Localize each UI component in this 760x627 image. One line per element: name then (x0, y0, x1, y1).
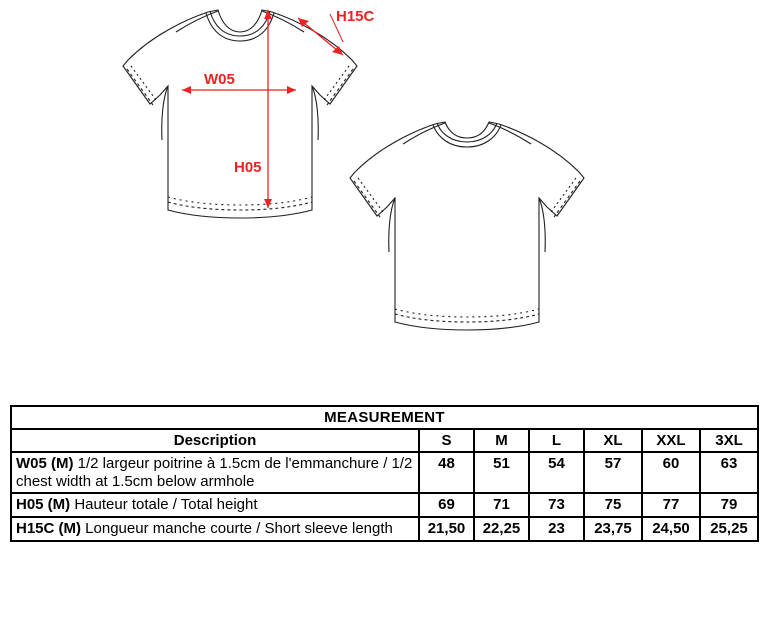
value-h15c-l: 23 (529, 517, 584, 541)
value-h05-s: 69 (419, 493, 474, 517)
measurement-code-h05: H05 (M) (16, 496, 71, 514)
value-w05-3xl: 63 (700, 452, 758, 493)
value-h05-l: 73 (529, 493, 584, 517)
measurement-annotations (182, 10, 343, 208)
table-row (11, 452, 758, 493)
value-h05-m: 71 (474, 493, 529, 517)
size-header-m: M (474, 429, 529, 452)
measurement-text-w05: 1/2 largeur poitrine à 1.5cm de l'emmanchure / 1/2 chest width at 1.5cm below armhole (16, 455, 413, 490)
value-w05-l: 54 (529, 452, 584, 493)
measurement-code-h15c: H15C (M) (16, 520, 82, 538)
row-description-h05 (11, 493, 419, 517)
value-w05-xxl: 60 (642, 452, 700, 493)
size-header-xl: XL (584, 429, 642, 452)
row-description-h15c (11, 517, 419, 541)
callout-label-h05: H05 (234, 159, 262, 176)
table-title: MEASUREMENT (11, 406, 758, 429)
table-title-row (11, 406, 758, 429)
value-h15c-3xl: 25,25 (700, 517, 758, 541)
description-header: Description (11, 429, 419, 452)
front-tshirt-view (123, 10, 357, 218)
value-w05-s: 48 (419, 452, 474, 493)
size-header-xxl: XXL (642, 429, 700, 452)
measurement-text-h05: Hauteur totale / Total height (70, 496, 258, 514)
value-w05-xl: 57 (584, 452, 642, 493)
row-description-w05 (11, 452, 419, 493)
table-header-row (11, 429, 758, 452)
table-row (11, 517, 758, 541)
value-h05-xl: 75 (584, 493, 642, 517)
size-header-l: L (529, 429, 584, 452)
size-header-3xl: 3XL (700, 429, 758, 452)
value-h05-3xl: 79 (700, 493, 758, 517)
size-header-s: S (419, 429, 474, 452)
measurement-table (10, 405, 759, 542)
table-row (11, 493, 758, 517)
value-h15c-s: 21,50 (419, 517, 474, 541)
value-h15c-m: 22,25 (474, 517, 529, 541)
callout-label-w05: W05 (204, 71, 235, 88)
value-h15c-xxl: 24,50 (642, 517, 700, 541)
value-w05-m: 51 (474, 452, 529, 493)
value-h15c-xl: 23,75 (584, 517, 642, 541)
value-h05-xxl: 77 (642, 493, 700, 517)
callout-label-h15c: H15C (336, 8, 375, 25)
measurement-code-w05: W05 (M) (16, 455, 74, 472)
measurement-text-h15c: Longueur manche courte / Short sleeve length (81, 520, 393, 538)
back-tshirt-view (350, 122, 584, 330)
